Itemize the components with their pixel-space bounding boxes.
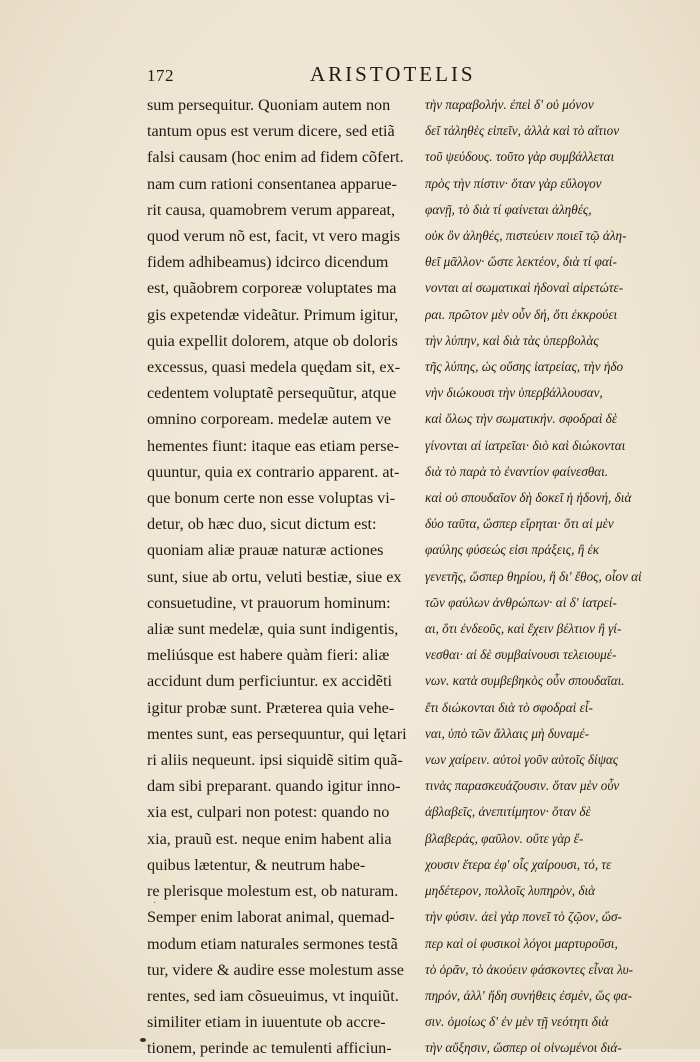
text-line: mentes sunt, eas persequuntur, qui lętari <box>147 724 407 743</box>
text-line: τὴν φύσιν. ἀεὶ γὰρ πονεῖ τὸ ζῷον, ὥσ- <box>425 909 622 925</box>
text-line: gis expetendæ videãtur. Primum igitur, <box>147 305 399 324</box>
text-line: τὴν παραβολήν. ἐπεὶ δ' οὐ μόνον <box>425 97 594 112</box>
text-line: τοῦ ψεύδους. τοῦτο γὰρ συμβάλλεται <box>425 149 615 165</box>
running-head: ARISTOTELIS <box>310 62 476 86</box>
text-line: γενετῆς, ὥσπερ θηρίου, ἢ δι' ἔθος, οἷον αἱ <box>425 568 642 584</box>
text-line: cedentem voluptatẽ persequũtur, atque <box>147 384 397 403</box>
text-line: detur, ob hæc duo, sicut dictum est: <box>147 515 377 534</box>
text-line: quoniam aliæ prauæ naturæ actiones <box>147 541 384 560</box>
text-line: πηρόν, ἀλλ' ἤδη συνήθεις ἐσμέν, ὥς φα- <box>425 987 632 1003</box>
margin-mark: · <box>153 898 157 909</box>
text-line: modum etiam naturales sermones testã <box>147 934 398 953</box>
latin-text-column <box>147 92 417 1062</box>
text-line: τὴν λύπην, καὶ διὰ τὰς ὑπερβολὰς <box>425 332 599 348</box>
text-line: nam cum rationi consentanea apparue- <box>147 174 397 193</box>
text-line: ri aliis nequeunt. ipsi siquidẽ sitim quã- <box>147 751 403 770</box>
text-line: νων. κατὰ συμβεβηκὸς οὖν σπουδαῖαι. <box>425 673 625 689</box>
ink-stain <box>140 1038 146 1042</box>
text-line: falsi causam (hoc enim ad fidem cõfert. <box>147 148 404 167</box>
text-line: meliúsque est habere quàm fieri: aliæ <box>147 646 390 665</box>
text-line: tionem, perinde ac temulenti afficiun- <box>147 1039 392 1058</box>
text-line: fidem adhibeamus) idcirco dicendum <box>147 253 389 272</box>
text-line: γίνονται αἱ ἰατρεῖαι· διὸ καὶ διώκονται <box>425 437 626 453</box>
text-line: νὴν διώκουσι τὴν ὑπερβάλλουσαν, <box>425 385 603 401</box>
text-line: ἔτι διώκονται διὰ τὸ σφοδραὶ εἶ- <box>425 699 593 715</box>
text-line: νων χαίρειν. αὐτοὶ γοῦν αὑτοῖς δίψας <box>425 752 619 768</box>
text-line: τῆς λύπης, ὡς οὔσης ἰατρείας, τὴν ἡδο <box>425 359 624 375</box>
text-line: quod verum nõ est, facit, vt vero magis <box>147 227 401 246</box>
text-line: τῶν φαύλων ἀνθρώπων· αἱ δ' ἰατρεί- <box>425 594 617 610</box>
text-line: similiter etiam in iuuentute ob accre- <box>147 1013 386 1032</box>
page-number: 172 <box>147 66 174 85</box>
text-line: dam sibi preparant. quando igitur inno- <box>147 777 401 796</box>
text-line: omnino corpoream. medelæ autem ve <box>147 410 392 429</box>
text-line: ναι, ὑπὸ τῶν ἄλλαις μὴ δυναμέ- <box>425 725 589 741</box>
text-line: xia, prauũ est. neque enim habent alia <box>147 829 392 848</box>
text-line: igitur probæ sunt. Præterea quia vehe- <box>147 698 395 717</box>
text-line: tur, videre & audire esse molestum asse <box>147 960 404 979</box>
text-line: οὐκ ὂν ἀληθές, πιστεύειν ποιεῖ τῷ ἀλη- <box>425 228 627 244</box>
text-line: νονται αἱ σωματικαὶ ἡδοναὶ αἱρετώτε- <box>425 280 624 296</box>
text-line: sum persequitur. Quoniam autem non <box>147 96 391 114</box>
text-line: ραι. πρῶτον μὲν οὖν δή, ὅτι ἐκκρούει <box>425 306 618 322</box>
text-line: xia est, culpari non potest: quando no <box>147 803 390 822</box>
text-line: περ καὶ οἱ φυσικοὶ λόγοι μαρτυροῦσι, <box>425 935 618 951</box>
text-line: θεῖ μᾶλλον· ὥστε λεκτέον, διὰ τί φαί- <box>425 254 617 270</box>
text-line: re plerisque molestum est, ob naturam. <box>147 882 399 901</box>
text-line: est, quãobrem corporeæ voluptates ma <box>147 279 397 298</box>
text-line: quuntur, quia ex contrario apparent. at- <box>147 462 400 481</box>
text-line: excessus, quasi medela quędam sit, ex- <box>147 358 401 377</box>
text-line: διὰ τὸ παρὰ τὸ ἐναντίον φαίνεσθαι. <box>425 463 609 479</box>
text-line: τὸ ὁρᾶν, τὸ ἀκούειν φάσκοντες εἶναι λυ- <box>425 961 634 977</box>
text-line: τινὰς παρασκευάζουσιν. ὅταν μὲν οὖν <box>425 778 620 794</box>
text-line: hementes fiunt: itaque eas etiam perse- <box>147 436 400 455</box>
text-line: δεῖ τἀληθὲς εἰπεῖν, ἀλλὰ καὶ τὸ αἴτιον <box>425 123 620 139</box>
text-line: νεσθαι· αἱ δὲ συμβαίνουσι τελειουμέ- <box>425 647 617 663</box>
text-line: φαύλης φύσεώς εἰσι πράξεις, ἢ ἐκ <box>425 542 600 558</box>
text-line: καὶ οὐ σπουδαῖον δὴ δοκεῖ ἡ ἡδονή, διὰ <box>425 490 632 506</box>
text-line: σιν. ὁμοίως δ' ἐν μὲν τῇ νεότητι διὰ <box>425 1014 609 1030</box>
text-line: accidunt dum perficiuntur. ex accidẽti <box>147 672 392 691</box>
text-line: πρὸς τὴν πίστιν· ὅταν γὰρ εὔλογον <box>425 175 602 191</box>
text-line: que bonum certe non esse voluptas vi- <box>147 489 396 508</box>
text-line: βλαβεράς, φαῦλον. οὔτε γὰρ ἔ- <box>425 830 584 846</box>
text-line: quia expellit dolorem, atque ob doloris <box>147 331 398 350</box>
text-line: aliæ sunt medelæ, quia sunt indigentis, <box>147 620 399 639</box>
text-line: sunt, siue ab ortu, veluti bestiæ, siue ex <box>147 567 402 586</box>
text-line: rentes, sed iam cõsueuimus, vt inquiũt. <box>147 986 399 1005</box>
text-line: rit causa, quamobrem verum appareat, <box>147 200 396 219</box>
text-line: consuetudine, vt prauorum hominum: <box>147 593 391 612</box>
text-line: καὶ ὅλως τὴν σωματικήν. σφοδραὶ δὲ <box>425 411 618 427</box>
text-line: χουσιν ἕτερα ἐφ' οἷς χαίρουσι, τό, τε <box>425 856 612 872</box>
greek-text-column <box>425 92 675 1062</box>
text-line: μηδέτερον, πολλοῖς λυπηρὸν, διὰ <box>425 883 596 899</box>
text-line: αι, ὅτι ἐνδεοῦς, καὶ ἔχειν βέλτιον ἢ γί- <box>425 621 622 637</box>
text-line: Semper enim laborat animal, quemad- <box>147 908 395 927</box>
text-line: ἀβλαβεῖς, ἀνεπιτίμητον· ὅταν δὲ <box>425 804 591 820</box>
text-line: δύο ταῦτα, ὥσπερ εἴρηται· ὅτι αἱ μὲν <box>425 516 614 532</box>
text-line: τὴν αὔξησιν, ὥσπερ οἱ οἰνωμένοι διά- <box>425 1040 622 1056</box>
text-line: φανῇ, τὸ διὰ τί φαίνεται ἀληθές, <box>425 201 592 217</box>
text-line: tantum opus est verum dicere, sed etiã <box>147 122 395 141</box>
text-line: quibus lætentur, & neutrum habe- <box>147 855 366 874</box>
